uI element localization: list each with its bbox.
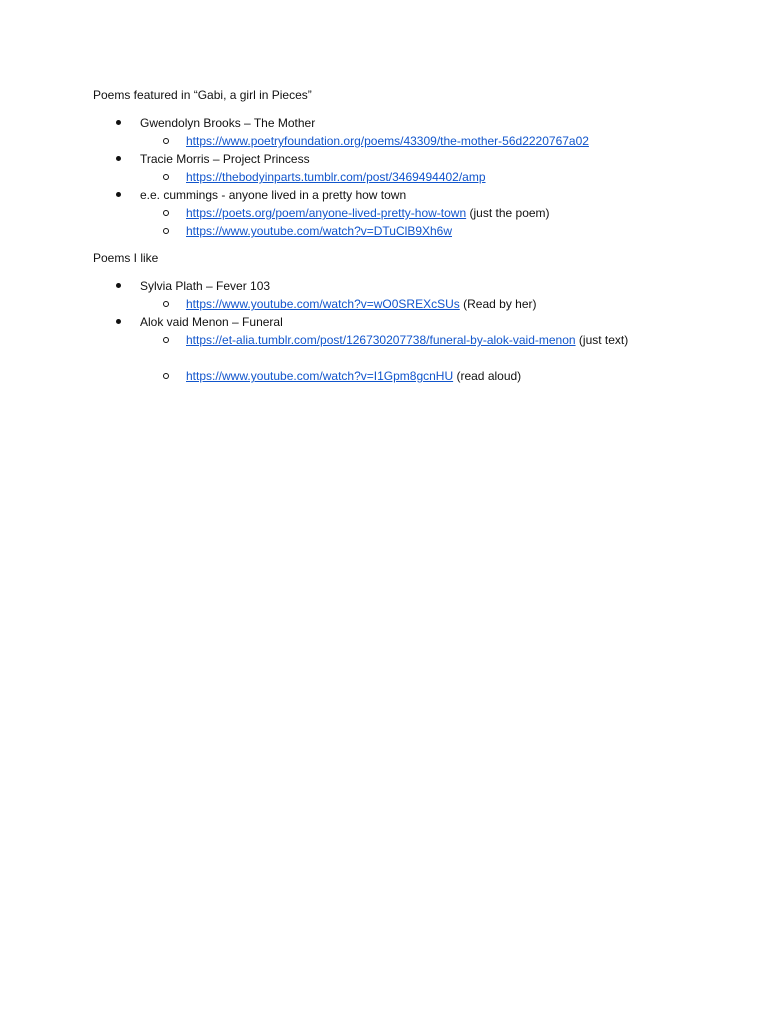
link-note: (Read by her) bbox=[463, 297, 537, 311]
bullet-icon bbox=[116, 120, 121, 125]
link-note: (read aloud) bbox=[456, 369, 522, 383]
link-note: (just text) bbox=[578, 333, 629, 347]
poem-link[interactable]: https://www.poetryfoundation.org/poems/43309/the-mother-56d2220767a02 bbox=[186, 134, 589, 148]
section-heading-liked: Poems I like bbox=[93, 251, 159, 265]
link-note: (just the poem) bbox=[469, 206, 550, 220]
sub-item-plath-link bbox=[186, 296, 664, 312]
list-item-menon bbox=[140, 314, 283, 330]
section-heading-featured: Poems featured in “Gabi, a girl in Pieces” bbox=[93, 88, 312, 102]
sub-bullet-icon bbox=[163, 301, 169, 307]
poem-link[interactable]: https://poets.org/poem/anyone-lived-pretty-how-town bbox=[186, 206, 467, 220]
sub-item-brooks-link bbox=[186, 133, 664, 149]
sub-item-cummings-link-2 bbox=[186, 223, 664, 239]
poem-link[interactable]: https://thebodyinparts.tumblr.com/post/3469494402/amp bbox=[186, 170, 486, 184]
poem-label: Gwendolyn Brooks – The Mother bbox=[140, 116, 316, 130]
sub-item-menon-link-1 bbox=[186, 332, 664, 348]
poem-link[interactable]: https://et-alia.tumblr.com/post/126730207738/funeral-by-alok-vaid-menon bbox=[186, 333, 576, 347]
sub-bullet-icon bbox=[163, 138, 169, 144]
poem-link[interactable]: https://www.youtube.com/watch?v=wO0SREXcSUs bbox=[186, 297, 460, 311]
list-item-morris bbox=[140, 151, 310, 167]
sub-bullet-icon bbox=[163, 337, 169, 343]
bullet-icon bbox=[116, 319, 121, 324]
sub-item-morris-link bbox=[186, 169, 664, 185]
sub-bullet-icon bbox=[163, 228, 169, 234]
poem-label: Tracie Morris – Project Princess bbox=[140, 152, 310, 166]
sub-bullet-icon bbox=[163, 373, 169, 379]
poem-link[interactable]: https://www.youtube.com/watch?v=DTuClB9Xh6w bbox=[186, 224, 453, 238]
bullet-icon bbox=[116, 192, 121, 197]
list-item-brooks bbox=[140, 115, 315, 131]
list-item-cummings bbox=[140, 187, 406, 203]
sub-bullet-icon bbox=[163, 210, 169, 216]
list-item-plath bbox=[140, 278, 270, 294]
poem-link[interactable]: https://www.youtube.com/watch?v=I1Gpm8gcnHU bbox=[186, 369, 454, 383]
poem-label: Sylvia Plath – Fever 103 bbox=[140, 279, 271, 293]
sub-item-cummings-link-1 bbox=[186, 205, 664, 221]
sub-item-menon-link-2 bbox=[186, 368, 664, 384]
bullet-icon bbox=[116, 283, 121, 288]
poem-label: e.e. cummings - anyone lived in a pretty how town bbox=[140, 188, 407, 202]
bullet-icon bbox=[116, 156, 121, 161]
poem-label: Alok vaid Menon – Funeral bbox=[140, 315, 283, 329]
sub-bullet-icon bbox=[163, 174, 169, 180]
